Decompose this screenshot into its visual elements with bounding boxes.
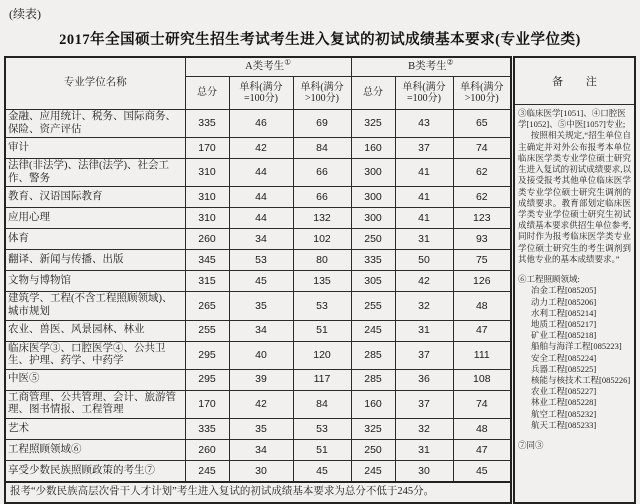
a-single-over100-cell: 45: [293, 460, 351, 482]
degree-name-cell: 中医⑤: [5, 369, 185, 390]
a-single-over100-cell: 135: [293, 271, 351, 292]
b-single-over100-cell: 62: [453, 187, 511, 208]
header-degree-name: 专业学位名称: [5, 57, 185, 110]
remark-final-note: ⑦同③: [518, 440, 544, 451]
table-row: [5, 390, 511, 418]
a-single100-cell: 44: [229, 159, 293, 187]
a-single-over100-cell: 80: [293, 250, 351, 271]
eng-field-item: 矿业工程[085218]: [531, 330, 597, 341]
b-total-cell: 300: [351, 159, 395, 187]
b-total-cell: 245: [351, 320, 395, 341]
degree-name-cell: 建筑学、工程(不含工程照顾领域)、城市规划: [5, 292, 185, 320]
header-b-single-over100: 单科(满分>100分): [453, 77, 511, 110]
score-table-sheet: [4, 56, 636, 504]
remark-header: 备 注: [515, 58, 634, 105]
a-single100-cell: 45: [229, 271, 293, 292]
remark-eng-header: ⑥工程照顾领域:: [518, 274, 580, 285]
b-single-over100-cell: 47: [453, 439, 511, 460]
a-total-cell: 260: [185, 439, 229, 460]
eng-field-item: 林业工程[085228]: [531, 397, 597, 408]
a-single100-cell: 35: [229, 292, 293, 320]
group-b-footnote: ②: [446, 57, 454, 67]
a-single-over100-cell: 84: [293, 138, 351, 159]
remark-med-paragraph: 按照相关规定,“招生单位自主确定并对外公布报考本单位临床医学类专业学位硕士研究生进入复试的初试成绩要求,以及接受报考其他单位临床医学类专业学位硕士研究生调剂的成绩要求。教育部划定临床医学类专业学位硕士研究生初试成绩基本要求供招生单位参考,同时作为报考临床医学类专业学位硕士研究生的考生调剂到其他专业的基本成绩要求。”: [518, 130, 631, 264]
table-row: [5, 369, 511, 390]
a-total-cell: 265: [185, 292, 229, 320]
footer-note: 报考“少数民族高层次骨干人才计划”考生进入复试的初试成绩基本要求为总分不低于245分。: [5, 482, 511, 503]
b-single-over100-cell: 126: [453, 271, 511, 292]
b-single100-cell: 32: [395, 418, 453, 439]
a-total-cell: 295: [185, 341, 229, 369]
continued-label: (续表): [9, 7, 41, 21]
a-total-cell: 170: [185, 390, 229, 418]
a-single-over100-cell: 51: [293, 320, 351, 341]
a-total-cell: 335: [185, 110, 229, 138]
b-single100-cell: 37: [395, 390, 453, 418]
a-single100-cell: 35: [229, 418, 293, 439]
table-row: [5, 271, 511, 292]
b-total-cell: 300: [351, 187, 395, 208]
eng-field-item: 航天工程[085233]: [531, 419, 597, 430]
b-single100-cell: 41: [395, 187, 453, 208]
degree-name-cell: 临床医学③、口腔医学④、公共卫生、护理、药学、中药学: [5, 341, 185, 369]
table-row: [5, 187, 511, 208]
group-b-label: B类考生: [408, 60, 447, 72]
a-total-cell: 170: [185, 138, 229, 159]
a-total-cell: 260: [185, 229, 229, 250]
a-single-over100-cell: 117: [293, 369, 351, 390]
b-single100-cell: 37: [395, 138, 453, 159]
degree-name-cell: 金融、应用统计、税务、国际商务、保险、资产评估: [5, 110, 185, 138]
header-group-row: [5, 57, 511, 77]
b-total-cell: 300: [351, 208, 395, 229]
degree-name-cell: 审计: [5, 138, 185, 159]
a-total-cell: 335: [185, 418, 229, 439]
group-a-footnote: ①: [284, 57, 291, 67]
degree-name-cell: 农业、兽医、风景园林、林业: [5, 320, 185, 341]
b-single100-cell: 32: [395, 292, 453, 320]
degree-name-cell: 教育、汉语国际教育: [5, 187, 185, 208]
b-single-over100-cell: 62: [453, 159, 511, 187]
degree-name-cell: 文物与博物馆: [5, 271, 185, 292]
b-total-cell: 160: [351, 390, 395, 418]
degree-name-cell: 艺术: [5, 418, 185, 439]
a-single-over100-cell: 102: [293, 229, 351, 250]
a-total-cell: 310: [185, 159, 229, 187]
b-single-over100-cell: 93: [453, 229, 511, 250]
eng-field-item: 水利工程[085214]: [531, 307, 597, 318]
table-row: [5, 159, 511, 187]
a-single-over100-cell: 53: [293, 418, 351, 439]
a-total-cell: 255: [185, 320, 229, 341]
remark-column: [513, 56, 636, 504]
header-a-total: 总分: [185, 77, 229, 110]
b-total-cell: 250: [351, 229, 395, 250]
b-total-cell: 305: [351, 271, 395, 292]
b-single100-cell: 36: [395, 369, 453, 390]
b-single100-cell: 41: [395, 159, 453, 187]
degree-name-cell: 工商管理、公共管理、会计、旅游管理、图书情报、工程管理: [5, 390, 185, 418]
a-single100-cell: 42: [229, 138, 293, 159]
a-single-over100-cell: 132: [293, 208, 351, 229]
remark-eng-list: [518, 285, 631, 431]
table-row: [5, 418, 511, 439]
table-row: [5, 439, 511, 460]
table-row: [5, 208, 511, 229]
b-single100-cell: 37: [395, 341, 453, 369]
b-total-cell: 285: [351, 341, 395, 369]
a-single100-cell: 39: [229, 369, 293, 390]
degree-name-cell: 应用心理: [5, 208, 185, 229]
b-single-over100-cell: 48: [453, 418, 511, 439]
b-single-over100-cell: 48: [453, 292, 511, 320]
b-single100-cell: 41: [395, 208, 453, 229]
b-single-over100-cell: 108: [453, 369, 511, 390]
b-single-over100-cell: 47: [453, 320, 511, 341]
table-footer-row: [5, 482, 511, 503]
b-single100-cell: 31: [395, 229, 453, 250]
a-single100-cell: 34: [229, 229, 293, 250]
header-b-single100: 单科(满分=100分): [395, 77, 453, 110]
a-single-over100-cell: 69: [293, 110, 351, 138]
a-total-cell: 310: [185, 187, 229, 208]
score-table: [4, 56, 512, 504]
b-single100-cell: 50: [395, 250, 453, 271]
b-total-cell: 335: [351, 250, 395, 271]
a-single100-cell: 46: [229, 110, 293, 138]
degree-name-cell: 享受少数民族照顾政策的考生⑦: [5, 460, 185, 482]
a-total-cell: 245: [185, 460, 229, 482]
b-total-cell: 255: [351, 292, 395, 320]
b-single-over100-cell: 123: [453, 208, 511, 229]
table-row: [5, 110, 511, 138]
a-single100-cell: 34: [229, 439, 293, 460]
table-row: [5, 341, 511, 369]
a-single100-cell: 44: [229, 208, 293, 229]
b-single-over100-cell: 75: [453, 250, 511, 271]
eng-field-item: 农业工程[085227]: [531, 386, 597, 397]
eng-field-item: 安全工程[085224]: [531, 352, 597, 363]
a-single100-cell: 34: [229, 320, 293, 341]
b-total-cell: 325: [351, 418, 395, 439]
b-total-cell: 285: [351, 369, 395, 390]
header-a-single-over100: 单科(满分>100分): [293, 77, 351, 110]
b-single100-cell: 31: [395, 320, 453, 341]
b-total-cell: 250: [351, 439, 395, 460]
b-total-cell: 245: [351, 460, 395, 482]
eng-field-item: 地质工程[085217]: [531, 318, 597, 329]
a-single-over100-cell: 66: [293, 159, 351, 187]
eng-field-item: 兵器工程[085225]: [531, 363, 597, 374]
degree-name-cell: 翻译、新闻与传播、出版: [5, 250, 185, 271]
degree-name-cell: 工程照顾领域⑥: [5, 439, 185, 460]
b-single-over100-cell: 45: [453, 460, 511, 482]
b-single100-cell: 30: [395, 460, 453, 482]
b-single100-cell: 42: [395, 271, 453, 292]
degree-name-cell: 法律(非法学)、法律(法学)、社会工作、警务: [5, 159, 185, 187]
eng-field-item: 冶金工程[085205]: [531, 285, 597, 296]
b-single-over100-cell: 111: [453, 341, 511, 369]
header-group-b: [351, 57, 511, 77]
table-row: [5, 460, 511, 482]
a-single100-cell: 40: [229, 341, 293, 369]
b-single-over100-cell: 74: [453, 390, 511, 418]
header-a-single100: 单科(满分=100分): [229, 77, 293, 110]
degree-name-cell: 体育: [5, 229, 185, 250]
table-row: [5, 138, 511, 159]
table-row: [5, 250, 511, 271]
group-a-label: A类考生: [245, 60, 285, 72]
a-total-cell: 345: [185, 250, 229, 271]
eng-field-item: 航空工程[085232]: [531, 408, 597, 419]
header-group-a: [185, 57, 351, 77]
b-single-over100-cell: 74: [453, 138, 511, 159]
page-title: 2017年全国硕士研究生招生考试考生进入复试的初试成绩基本要求(专业学位类): [59, 32, 581, 48]
a-total-cell: 310: [185, 208, 229, 229]
eng-field-item: 船舶与海洋工程[085223]: [531, 341, 622, 352]
remark-med-specialties: ③临床医学[1051]、④口腔医学[1052]、⑤中医[1057]专业;: [518, 108, 626, 130]
table-row: [5, 320, 511, 341]
b-single100-cell: 43: [395, 110, 453, 138]
remark-body: [515, 105, 634, 502]
a-single-over100-cell: 53: [293, 292, 351, 320]
b-total-cell: 160: [351, 138, 395, 159]
a-single-over100-cell: 84: [293, 390, 351, 418]
header-b-total: 总分: [351, 77, 395, 110]
table-row: [5, 229, 511, 250]
a-single100-cell: 53: [229, 250, 293, 271]
b-total-cell: 325: [351, 110, 395, 138]
table-row: [5, 292, 511, 320]
b-single-over100-cell: 65: [453, 110, 511, 138]
a-single-over100-cell: 66: [293, 187, 351, 208]
eng-field-item: 核能与核技术工程[085226]: [531, 375, 631, 386]
a-single-over100-cell: 51: [293, 439, 351, 460]
b-single100-cell: 31: [395, 439, 453, 460]
a-single100-cell: 30: [229, 460, 293, 482]
a-total-cell: 315: [185, 271, 229, 292]
a-single100-cell: 44: [229, 187, 293, 208]
a-single100-cell: 42: [229, 390, 293, 418]
a-single-over100-cell: 120: [293, 341, 351, 369]
eng-field-item: 动力工程[085206]: [531, 296, 597, 307]
a-total-cell: 295: [185, 369, 229, 390]
